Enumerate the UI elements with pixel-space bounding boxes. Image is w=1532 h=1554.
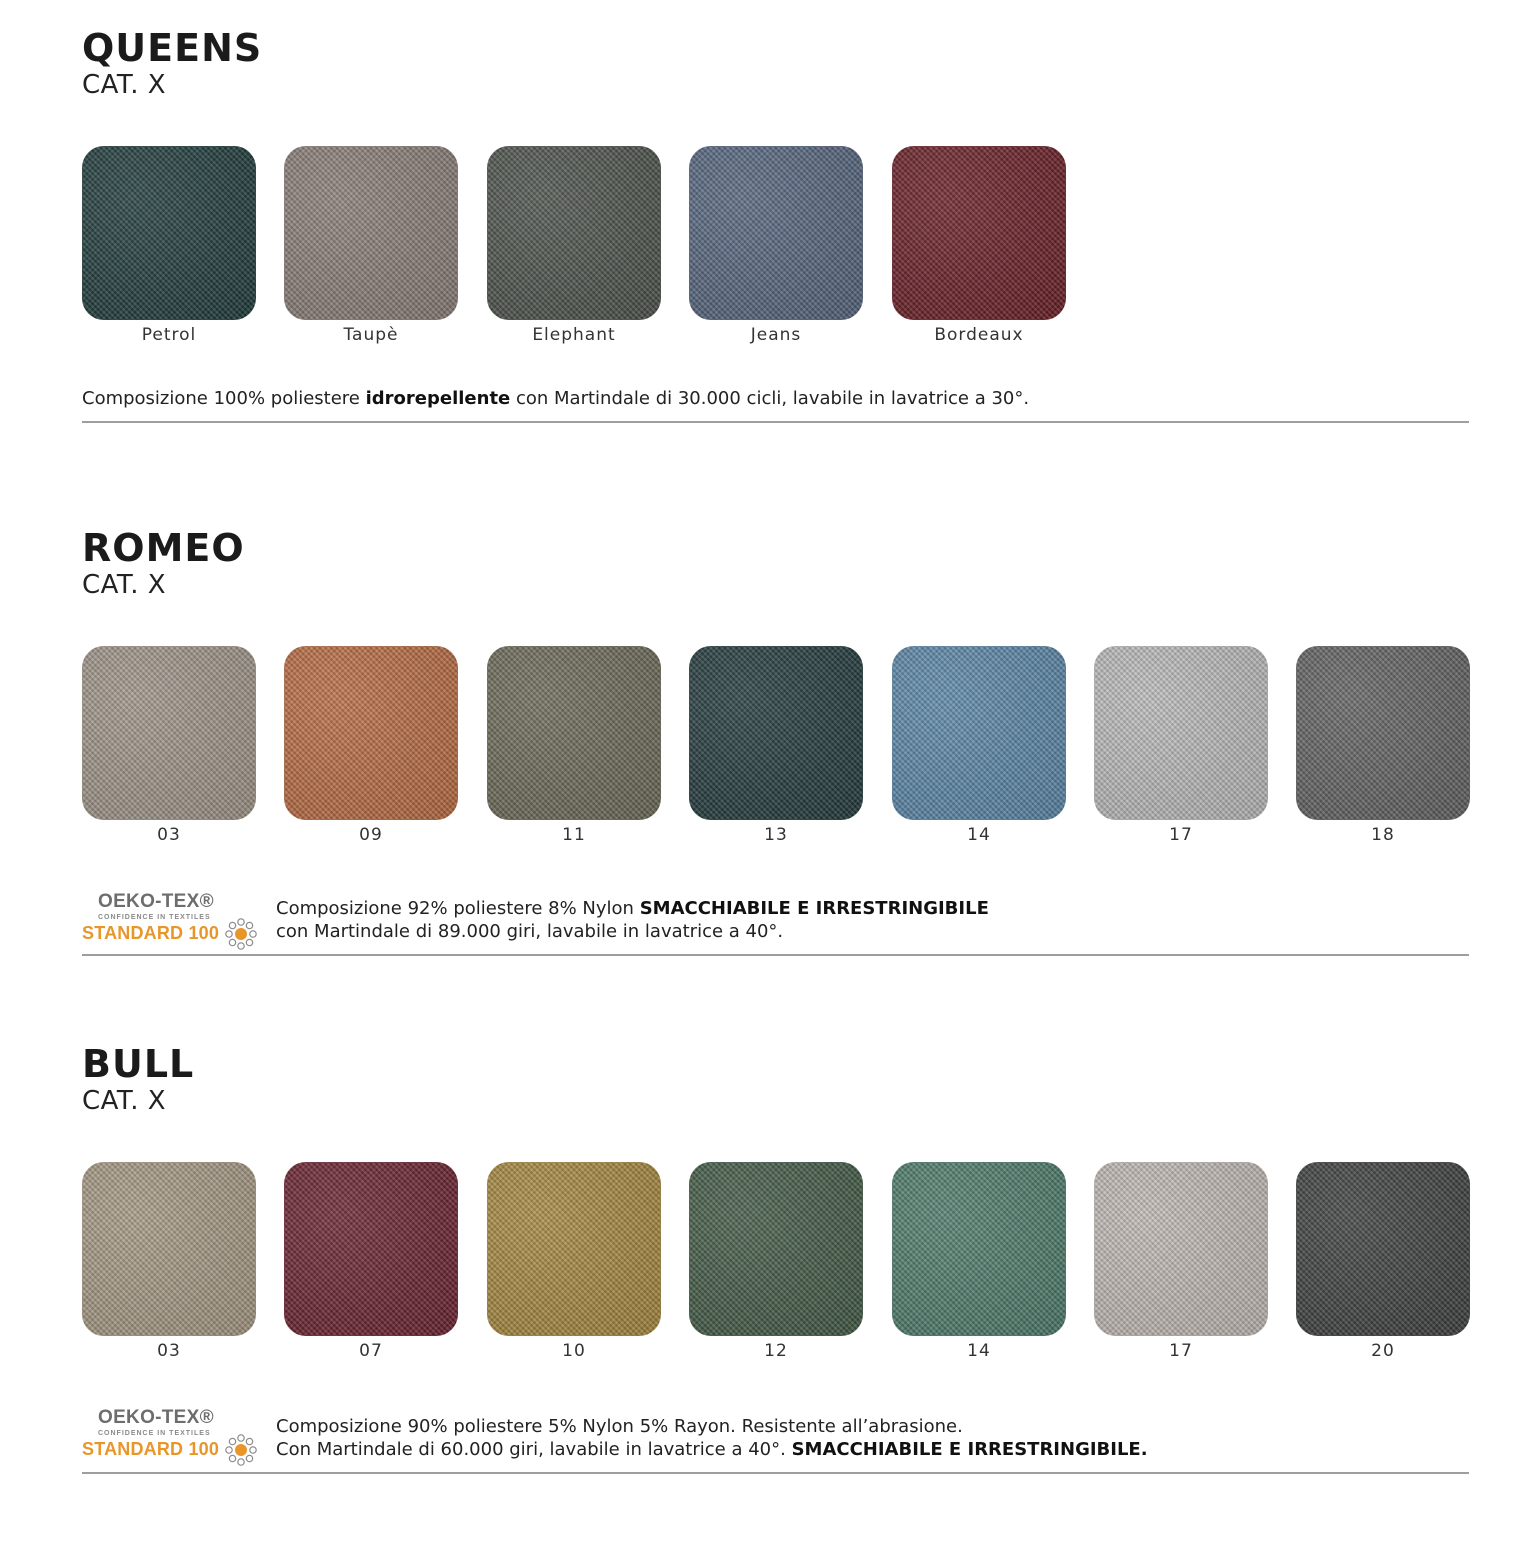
fabric-swatch (1094, 1162, 1268, 1336)
section-queens (82, 28, 1470, 428)
swatch-18[interactable] (1296, 646, 1470, 845)
swatch-label: 17 (1169, 1341, 1193, 1361)
section-romeo (82, 528, 1470, 960)
composition-part: con Martindale di 30.000 cicli, lavabile in lavatrice a 30°. (510, 388, 1030, 409)
swatch-label: 14 (967, 1341, 991, 1361)
oeko-tex-badge (82, 891, 262, 951)
fabric-swatch (487, 646, 661, 820)
swatch-label: Elephant (532, 325, 616, 345)
fabric-swatch (1094, 646, 1268, 820)
oeko-tex-badge (82, 1407, 262, 1467)
section-divider (82, 954, 1469, 956)
composition-line-1: Composizione 90% poliestere 5% Nylon 5% Rayon. Resistente all’abrasione. (276, 1416, 963, 1437)
swatch-14[interactable] (892, 1162, 1066, 1361)
oeko-tex-flower-icon (224, 917, 258, 951)
composition-highlight: idrorepellente (365, 388, 511, 409)
fabric-swatch (1296, 1162, 1470, 1336)
swatch-label: 03 (157, 1341, 181, 1361)
composition-part: Con Martindale di 60.000 giri, lavabile in lavatrice a 40°. (276, 1439, 792, 1460)
swatch-label: Petrol (141, 325, 197, 345)
swatch-17[interactable] (1094, 1162, 1268, 1361)
oeko-tex-brand: OEKO-TEX® (98, 891, 214, 912)
swatch-petrol[interactable] (82, 146, 256, 345)
section-title: ROMEO (82, 526, 245, 570)
composition-text (276, 897, 989, 943)
oeko-tex-brand: OEKO-TEX® (98, 1407, 214, 1428)
fabric-swatch (82, 646, 256, 820)
composition-text (276, 1415, 1148, 1461)
swatch-14[interactable] (892, 646, 1066, 845)
oeko-tex-tagline: CONFIDENCE IN TEXTILES (98, 1430, 211, 1437)
section-title: QUEENS (82, 26, 263, 70)
swatch-11[interactable] (487, 646, 661, 845)
swatch-label: Jeans (750, 325, 802, 345)
swatch-elephant[interactable] (487, 146, 661, 345)
composition-line-2 (276, 1438, 1148, 1461)
swatch-09[interactable] (284, 646, 458, 845)
section-bull (82, 1044, 1470, 1476)
swatch-17[interactable] (1094, 646, 1268, 845)
fabric-swatch (487, 1162, 661, 1336)
composition-text (82, 387, 1029, 410)
swatch-label: 20 (1371, 1341, 1395, 1361)
fabric-swatch (689, 146, 863, 320)
swatch-13[interactable] (689, 646, 863, 845)
swatch-row (82, 646, 1482, 856)
fabric-swatch (689, 1162, 863, 1336)
fabric-swatch (892, 1162, 1066, 1336)
swatch-07[interactable] (284, 1162, 458, 1361)
swatch-row (82, 146, 1482, 356)
fabric-swatch (892, 146, 1066, 320)
fabric-swatch (82, 146, 256, 320)
swatch-03[interactable] (82, 646, 256, 845)
oeko-tex-standard: STANDARD 100 (82, 923, 220, 943)
swatch-label: 03 (157, 825, 181, 845)
swatch-label: 09 (359, 825, 383, 845)
composition-highlight: SMACCHIABILE E IRRESTRINGIBILE. (791, 1439, 1148, 1460)
composition-highlight: SMACCHIABILE E IRRESTRINGIBILE (639, 898, 989, 919)
section-title: BULL (82, 1042, 195, 1086)
swatch-label: Taupè (343, 325, 399, 345)
swatch-jeans[interactable] (689, 146, 863, 345)
swatch-label: 12 (764, 1341, 788, 1361)
swatch-label: 13 (764, 825, 788, 845)
swatch-label: Bordeaux (934, 325, 1024, 345)
composition-part: Composizione 92% poliestere 8% Nylon (276, 898, 640, 919)
oeko-tex-standard: STANDARD 100 (82, 1439, 220, 1459)
section-divider (82, 1472, 1469, 1474)
composition-line-1 (276, 897, 989, 920)
swatch-label: 14 (967, 825, 991, 845)
section-category: CAT. X (82, 70, 167, 100)
oeko-tex-tagline: CONFIDENCE IN TEXTILES (98, 914, 211, 921)
oeko-tex-flower-icon (224, 1433, 258, 1467)
section-category: CAT. X (82, 1086, 167, 1116)
swatch-12[interactable] (689, 1162, 863, 1361)
fabric-swatch (892, 646, 1066, 820)
swatch-label: 17 (1169, 825, 1193, 845)
swatch-bordeaux[interactable] (892, 146, 1066, 345)
fabric-swatch (689, 646, 863, 820)
fabric-swatch (82, 1162, 256, 1336)
section-divider (82, 421, 1469, 423)
swatch-03[interactable] (82, 1162, 256, 1361)
swatch-label: 11 (562, 825, 586, 845)
swatch-label: 18 (1371, 825, 1395, 845)
fabric-swatch (487, 146, 661, 320)
swatch-taupe[interactable] (284, 146, 458, 345)
section-category: CAT. X (82, 570, 167, 600)
swatch-row (82, 1162, 1482, 1372)
swatch-20[interactable] (1296, 1162, 1470, 1361)
fabric-swatch (1296, 646, 1470, 820)
composition-line-2: con Martindale di 89.000 giri, lavabile in lavatrice a 40°. (276, 921, 784, 942)
fabric-swatch (284, 146, 458, 320)
composition-part: Composizione 100% poliestere (82, 388, 366, 409)
fabric-swatch (284, 1162, 458, 1336)
swatch-label: 07 (359, 1341, 383, 1361)
swatch-10[interactable] (487, 1162, 661, 1361)
fabric-swatch (284, 646, 458, 820)
swatch-label: 10 (562, 1341, 586, 1361)
